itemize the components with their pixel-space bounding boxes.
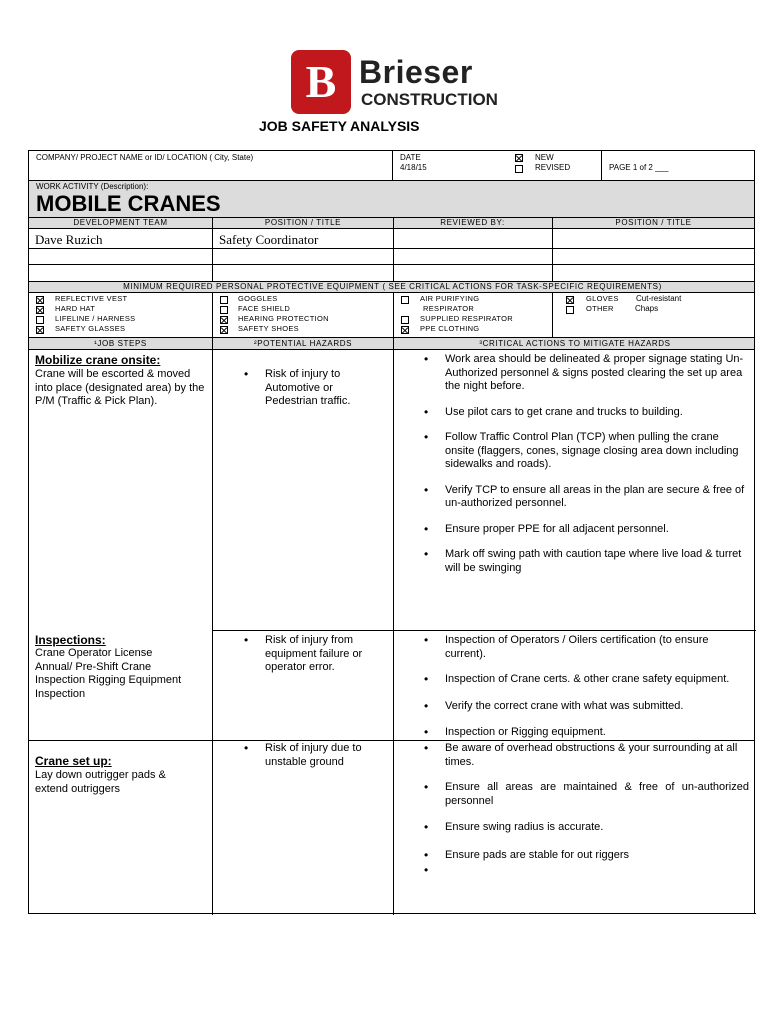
ppe-other-checkbox[interactable]	[566, 306, 574, 314]
ppe-goggles-checkbox[interactable]	[220, 296, 228, 304]
action-item: • Be aware of overhead obstructions & your surrounding at all times.	[445, 742, 749, 769]
ppe-face-shield-checkbox[interactable]	[220, 306, 228, 314]
ppe-safety-glasses: SAFETY GLASSES	[55, 324, 126, 333]
ppe-supplied-respirator-checkbox[interactable]	[401, 316, 409, 324]
ppe-goggles: GOGGLES	[238, 294, 278, 303]
action-item: • Use pilot cars to get crane and trucks to building.	[445, 406, 747, 420]
actions-mobilize	[445, 353, 747, 575]
team-header-dev: DEVELOPMENT TEAM	[73, 218, 168, 227]
ppe-safety-shoes-checkbox[interactable]	[220, 326, 228, 334]
work-activity-label: WORK ACTIVITY (Description):	[36, 182, 149, 191]
date-label: DATE	[400, 153, 421, 162]
revised-label: REVISED	[535, 163, 571, 172]
action-item: • Inspection of Crane certs. & other crane safety equipment.	[445, 673, 749, 687]
ppe-gloves-checkbox[interactable]	[566, 296, 574, 304]
ppe-hearing: HEARING PROTECTION	[238, 314, 329, 323]
hazard-setup-list	[265, 742, 389, 769]
hazard-inspections: • Risk of injury from equipment failure or operator error.	[265, 634, 387, 675]
jsa-form	[28, 150, 755, 914]
ppe-air-purifying-checkbox[interactable]	[401, 296, 409, 304]
logo-letter: B	[305, 56, 337, 107]
ppe-safety-shoes: SAFETY SHOES	[238, 324, 299, 333]
step-inspections-title: Inspections:	[35, 633, 106, 647]
action-item: • Ensure proper PPE for all adjacent personnel.	[445, 523, 747, 537]
ppe-respirator: RESPIRATOR	[423, 304, 475, 313]
action-item: • Work area should be delineated & proper signage stating Un-Authorized personnel & signs posted clearing the set up area the night before.	[445, 353, 747, 394]
step-setup-desc: Lay down outrigger pads & extend outriggers	[35, 769, 166, 795]
date-value: 4/18/15	[400, 163, 427, 172]
ppe-reflective-vest: REFLECTIVE VEST	[55, 294, 128, 303]
ppe-other-note: Chaps	[635, 304, 659, 313]
actions-inspections	[445, 634, 749, 740]
hazard-mobilize-list	[265, 368, 387, 409]
brand-subtitle: CONSTRUCTION	[361, 90, 498, 109]
ppe-gloves-note: Cut-resistant	[636, 294, 682, 303]
document-title: JOB SAFETY ANALYSIS	[259, 118, 420, 134]
action-item-empty	[445, 864, 749, 877]
new-checkbox[interactable]	[515, 154, 523, 162]
ppe-safety-glasses-checkbox[interactable]	[36, 326, 44, 334]
ppe-face-shield: FACE SHIELD	[238, 304, 291, 313]
action-item: • Verify the correct crane with what was submitted.	[445, 700, 749, 714]
col-header-steps: ¹JOB STEPS	[94, 339, 147, 348]
hazard-setup: • Risk of injury due to unstable ground	[265, 742, 389, 769]
ppe-supplied-respirator: SUPPLIED RESPIRATOR	[420, 314, 513, 323]
action-item: • Ensure pads are stable for out riggers	[445, 849, 749, 863]
ppe-hard-hat: HARD HAT	[55, 304, 96, 313]
step-setup-title: Crane set up:	[35, 754, 112, 768]
page-label: PAGE 1 of 2 ___	[609, 163, 669, 172]
col-header-actions: ³CRITICAL ACTIONS TO MITIGATE HAZARDS	[479, 339, 671, 348]
team-header-position: POSITION / TITLE	[264, 218, 342, 227]
ppe-air-purifying: AIR PURIFYING	[420, 294, 480, 303]
team-member-name: Dave Ruzich	[35, 232, 103, 247]
actions-setup-list	[445, 742, 749, 877]
ppe-clothing-checkbox[interactable]	[401, 326, 409, 334]
ppe-other: OTHER	[586, 304, 614, 313]
action-item: • Follow Traffic Control Plan (TCP) when pulling the crane onsite (flaggers, cones, signage closing area down including sidewalks and roads).	[445, 431, 747, 472]
hazard-mobilize: • Risk of injury to Automotive or Pedestrian traffic.	[265, 368, 387, 409]
step-mobilize-desc: Crane will be escorted & moved into place (designated area) by the P/M (Traffic & Pick Plan).	[35, 368, 205, 407]
action-item: • Mark off swing path with caution tape where live load & turret will be swinging	[445, 548, 747, 575]
action-item: • Inspection or Rigging equipment.	[445, 726, 749, 740]
brand-name: Brieser	[359, 54, 473, 90]
actions-inspections-list	[445, 634, 749, 740]
step-inspections-desc: Crane Operator License Annual/ Pre-Shift Crane Inspection Rigging Equipment Inspection	[35, 647, 182, 700]
action-item: • Inspection of Operators / Oilers certification (to ensure current).	[445, 634, 749, 661]
ppe-lifeline-checkbox[interactable]	[36, 316, 44, 324]
action-item: • Ensure swing radius is accurate.	[445, 821, 749, 835]
action-item: • Verify TCP to ensure all areas in the plan are secure & free of un-authorized personnel.	[445, 484, 747, 511]
ppe-header: MINIMUM REQUIRED PERSONAL PROTECTIVE EQUIPMENT ( SEE CRITICAL ACTIONS FOR TASK-SPECIFIC REQUIREMENTS)	[123, 282, 662, 291]
action-item: • Ensure all areas are maintained & free of un-authorized personnel	[445, 781, 749, 808]
actions-mobilize-list	[445, 353, 747, 575]
ppe-gloves: GLOVES	[586, 294, 619, 303]
team-member-position: Safety Coordinator	[219, 232, 319, 247]
work-activity-value: MOBILE CRANES	[36, 191, 221, 216]
hazard-inspections-list	[265, 634, 387, 675]
step-mobilize-title: Mobilize crane onsite:	[35, 353, 161, 367]
new-label: NEW	[535, 153, 554, 162]
ppe-lifeline: LIFELINE / HARNESS	[55, 314, 136, 323]
ppe-reflective-vest-checkbox[interactable]	[36, 296, 44, 304]
col-header-hazards: ²POTENTIAL HAZARDS	[253, 339, 353, 348]
team-header-reviewed: REVIEWED BY:	[440, 218, 505, 227]
ppe-hard-hat-checkbox[interactable]	[36, 306, 44, 314]
ppe-clothing: PPE CLOTHING	[420, 324, 480, 333]
revised-checkbox[interactable]	[515, 165, 523, 173]
team-header-position-2: POSITION / TITLE	[615, 218, 692, 227]
actions-setup	[445, 742, 749, 877]
company-label: COMPANY/ PROJECT NAME or ID/ LOCATION ( City, State)	[36, 153, 254, 162]
ppe-hearing-checkbox[interactable]	[220, 316, 228, 324]
